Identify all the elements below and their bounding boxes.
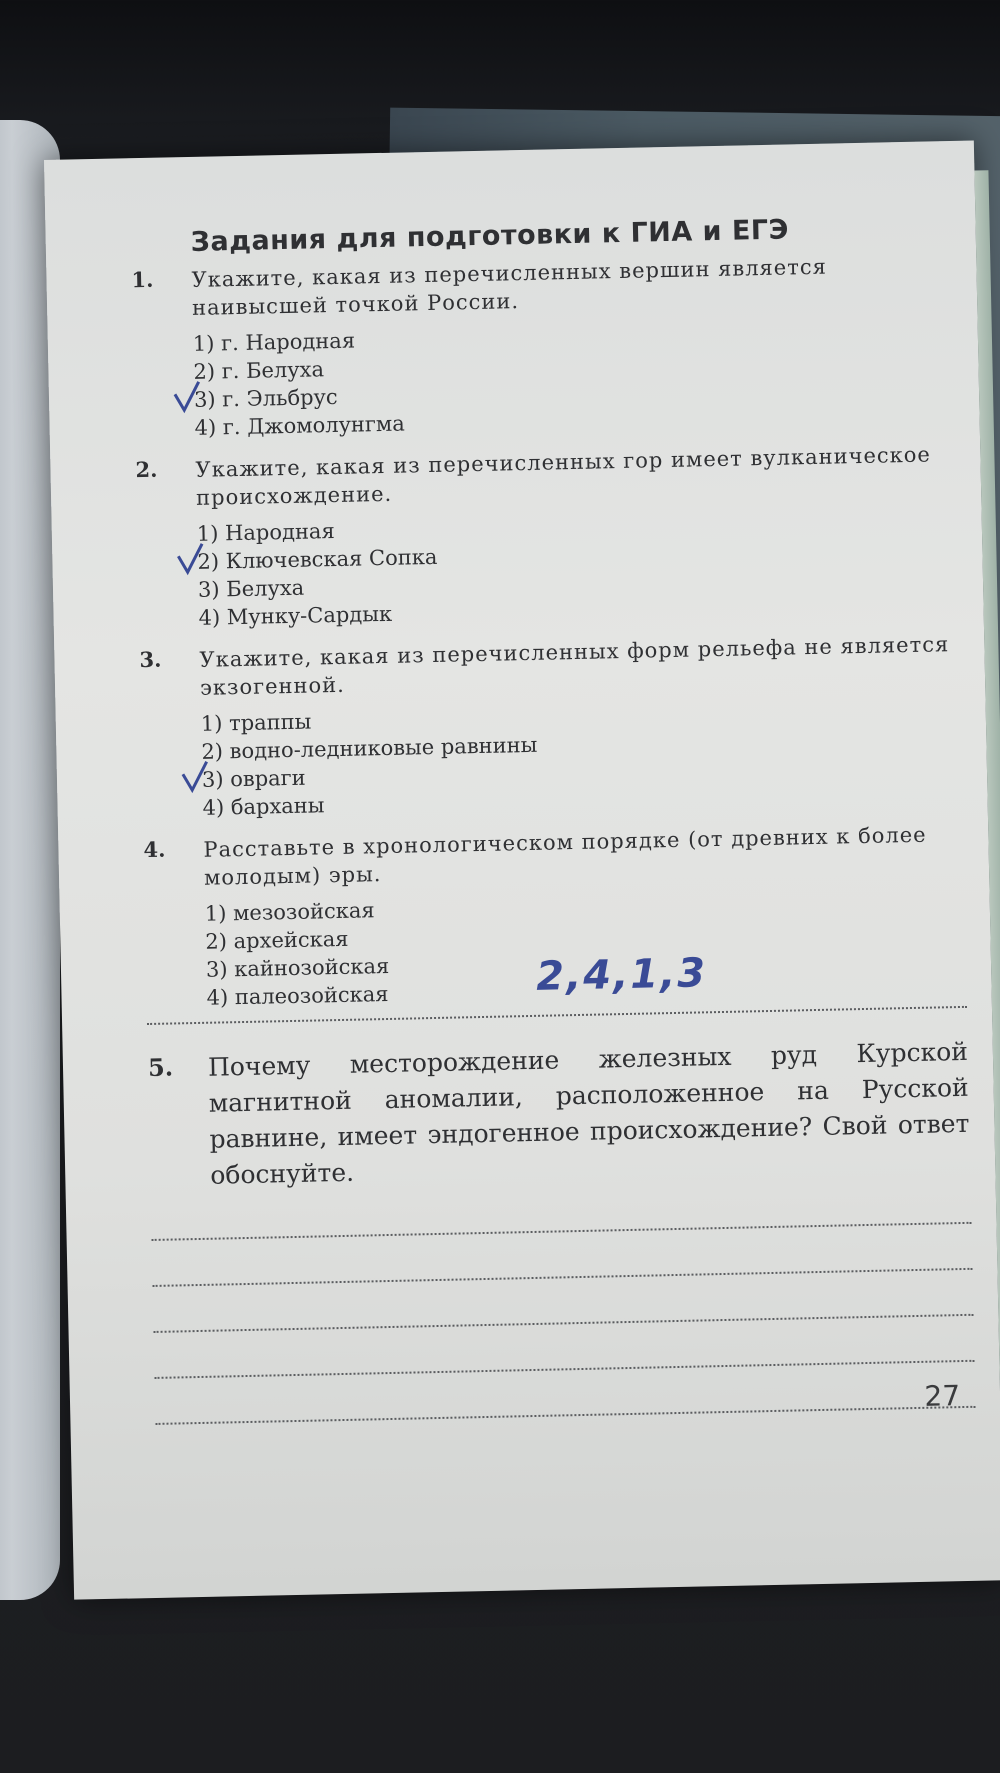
- task-prompt: Укажите, какая из перечисленных гор имеет вулканическое происхождение.: [195, 442, 932, 510]
- task-prompt: Почему месторождение железных руд Курской магнитной аномалии, расположенное на Русской равнине, имеет эндогенное происхождение? Свой ответ обоснуйте.: [207, 1036, 970, 1190]
- handwritten-answer: 2,4,1,3: [535, 950, 708, 1000]
- option: 2) водно-ледниковые равнины: [201, 732, 538, 764]
- option: 3) Белуха: [197, 575, 305, 602]
- task-2: [135, 440, 959, 633]
- task-number: 1.: [131, 266, 154, 293]
- option: 1) траппы: [200, 709, 312, 736]
- option: 2) архейская: [205, 926, 349, 954]
- task-prompt: Укажите, какая из перечисленных форм рельефа не является экзогенной.: [199, 632, 950, 700]
- task-options: [205, 884, 967, 1012]
- task-number: 5.: [147, 1052, 174, 1083]
- option-label: 4) палеозойская: [206, 981, 389, 1010]
- section-heading: Задания для подготовки к ГИА и ЕГЭ: [190, 214, 790, 258]
- option-label: 2) Ключевская Сопка: [197, 544, 438, 574]
- option: 4) г. Джомолунгма: [194, 411, 406, 440]
- task-prompt: Укажите, какая из перечисленных вершин является наивысшей точкой России.: [191, 254, 828, 320]
- workbook-page: [44, 141, 1000, 1600]
- task-prompt: Расставьте в хронологическом порядке (от древних к более молодым) эры.: [203, 822, 927, 890]
- checkmark-icon: [172, 380, 203, 415]
- task-3: [139, 630, 963, 823]
- task-options: [197, 504, 959, 632]
- option: 1) мезозойская: [204, 898, 375, 926]
- option-label: 3) г. Эльбрус: [193, 384, 338, 412]
- option: 1) Народная: [196, 518, 335, 546]
- task-number: 3.: [139, 646, 162, 673]
- task-number: 4.: [143, 836, 166, 863]
- task-options: [193, 314, 955, 442]
- option: 4) Мунку-Сардык: [198, 601, 393, 630]
- option: 3) кайнозойская: [205, 953, 390, 982]
- checkmark-icon: [175, 542, 206, 577]
- task-number: 2.: [135, 456, 158, 483]
- page-number: 27: [924, 1379, 961, 1413]
- task-4: [143, 820, 967, 1025]
- task-5: [148, 1034, 976, 1425]
- option: 1) г. Народная: [192, 328, 356, 356]
- task-options: [201, 694, 963, 822]
- option: 2) г. Белуха: [193, 357, 325, 384]
- option: 4) барханы: [202, 793, 325, 820]
- task-1: [131, 250, 955, 443]
- option-label: 3) овраги: [201, 765, 306, 792]
- page-content: [130, 211, 975, 1439]
- checkmark-icon: [180, 760, 211, 795]
